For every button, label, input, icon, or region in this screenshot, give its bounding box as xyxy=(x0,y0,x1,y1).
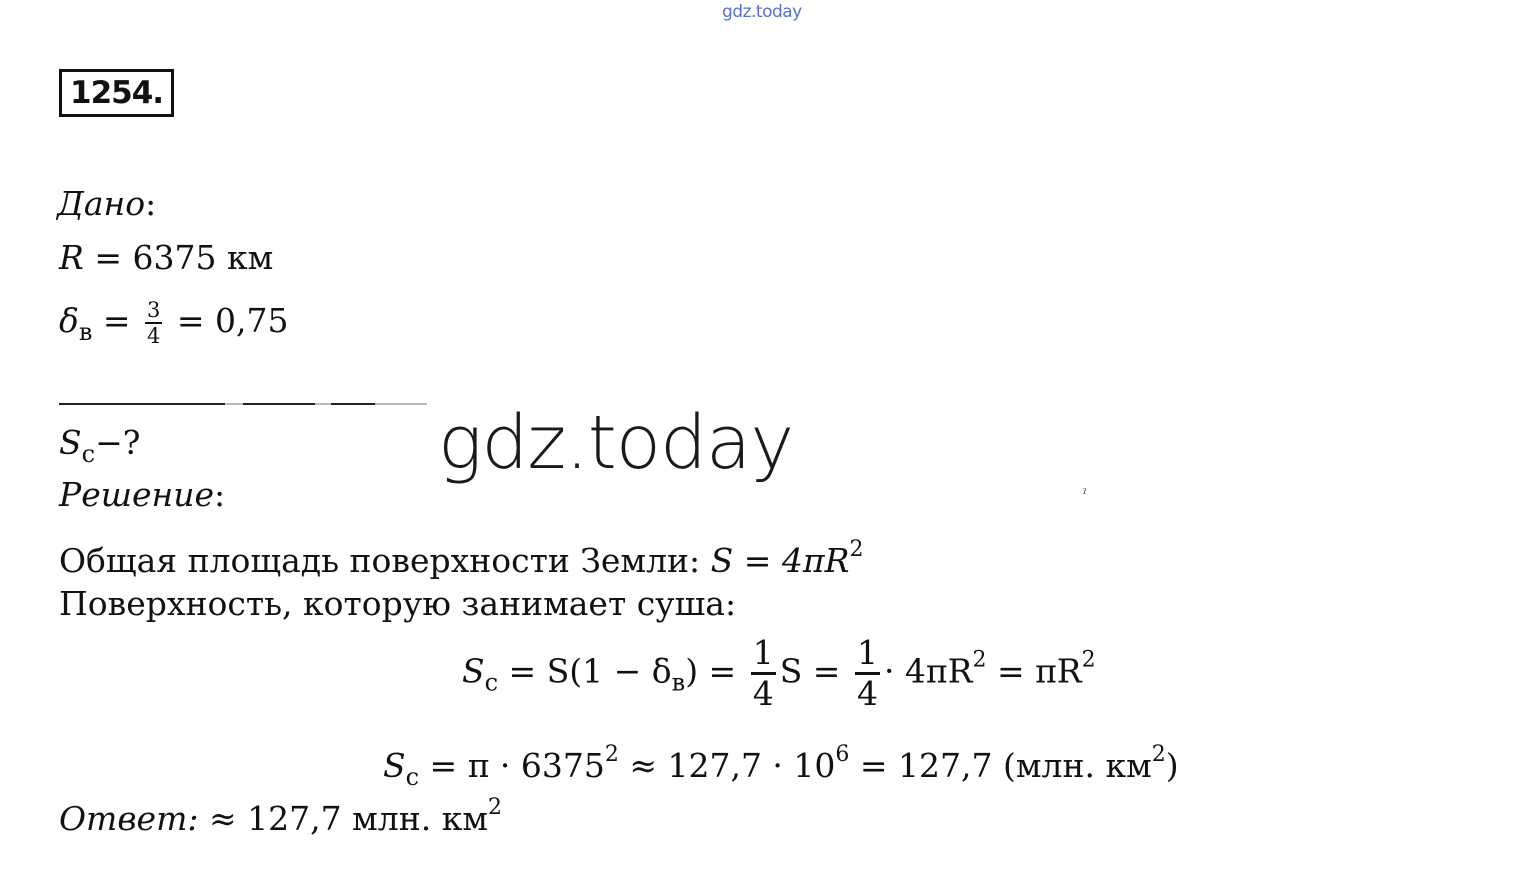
eq1-f2-den: 4 xyxy=(856,674,878,713)
eq2-p3: = 127,7 (млн. км xyxy=(849,746,1152,785)
find-sub: с xyxy=(81,440,96,468)
eq1-p5: = πR xyxy=(986,651,1082,691)
eq1-p5-sup: 2 xyxy=(1081,647,1096,673)
given-radius xyxy=(59,238,273,278)
delta-var: δ xyxy=(59,301,79,340)
eq2-p3-sup: 2 xyxy=(1151,742,1166,767)
radius-var: R xyxy=(59,238,84,277)
eq2-p2: ≈ 127,7 · 10 xyxy=(618,746,836,785)
eq1-fraction-2 xyxy=(855,634,880,713)
eq1-p4: · 4πR xyxy=(883,651,973,691)
find-line xyxy=(59,423,140,474)
eq1-p3: S = xyxy=(779,651,851,691)
line1-text: Общая площадь поверхности Земли: xyxy=(59,541,711,580)
watermark-top: gdz.today xyxy=(722,2,802,22)
answer-sup: 2 xyxy=(488,795,502,820)
solution-heading xyxy=(59,475,225,515)
find-var: S xyxy=(59,423,82,462)
solution-equation-2 xyxy=(383,735,1179,797)
find-rest: −? xyxy=(95,423,141,462)
solution-line-2: Поверхность, которую занимает суша: xyxy=(59,584,737,623)
eq2-p2-sup: 6 xyxy=(835,742,850,767)
eq2-lhs: S xyxy=(383,746,406,785)
delta-eq2: = 0,75 xyxy=(166,301,289,340)
problem-number: 1254. xyxy=(59,69,174,117)
eq2-lhs-sub: с xyxy=(405,763,420,791)
fraction-den: 4 xyxy=(147,324,161,348)
line1-formula: S = 4πR xyxy=(710,541,850,580)
watermark-center: gdz.today xyxy=(438,400,794,486)
eq1-lhs: S xyxy=(462,651,485,691)
radius-rest: = 6375 км xyxy=(83,238,274,277)
eq1-p1-sub: в xyxy=(671,668,686,697)
eq2-p1: = π · 6375 xyxy=(419,746,605,785)
fraction-3-4 xyxy=(145,298,162,348)
solution-label: Решение xyxy=(59,475,215,514)
given-colon: : xyxy=(145,184,157,223)
eq2-p4: ) xyxy=(1165,746,1179,785)
eq2-p1-sup: 2 xyxy=(604,742,619,767)
eq1-f2-num: 1 xyxy=(855,634,880,675)
given-heading xyxy=(57,184,156,224)
solution-line-1 xyxy=(59,530,863,581)
eq1-p2: ) = xyxy=(685,651,747,691)
eq1-f1-den: 4 xyxy=(752,674,774,713)
line1-sup: 2 xyxy=(849,537,864,562)
answer-value: ≈ 127,7 млн. км xyxy=(198,799,488,838)
eq1-p1: = S(1 − δ xyxy=(498,651,672,691)
delta-sub: в xyxy=(78,318,93,346)
answer-line xyxy=(59,788,502,839)
eq1-fraction-1 xyxy=(751,634,776,713)
given-ocean-fraction xyxy=(59,298,289,352)
given-divider xyxy=(59,403,427,405)
given-label: Дано xyxy=(57,184,146,223)
delta-eq1: = xyxy=(92,301,142,340)
solution-equation-1 xyxy=(462,634,1096,713)
eq1-lhs-sub: с xyxy=(484,668,499,697)
solution-colon: : xyxy=(214,475,226,514)
stray-mark: ˀ xyxy=(1083,487,1087,503)
eq1-p4-sup: 2 xyxy=(972,647,987,673)
fraction-num: 3 xyxy=(147,298,161,322)
eq1-f1-num: 1 xyxy=(751,634,776,675)
answer-label: Ответ: xyxy=(59,799,199,838)
